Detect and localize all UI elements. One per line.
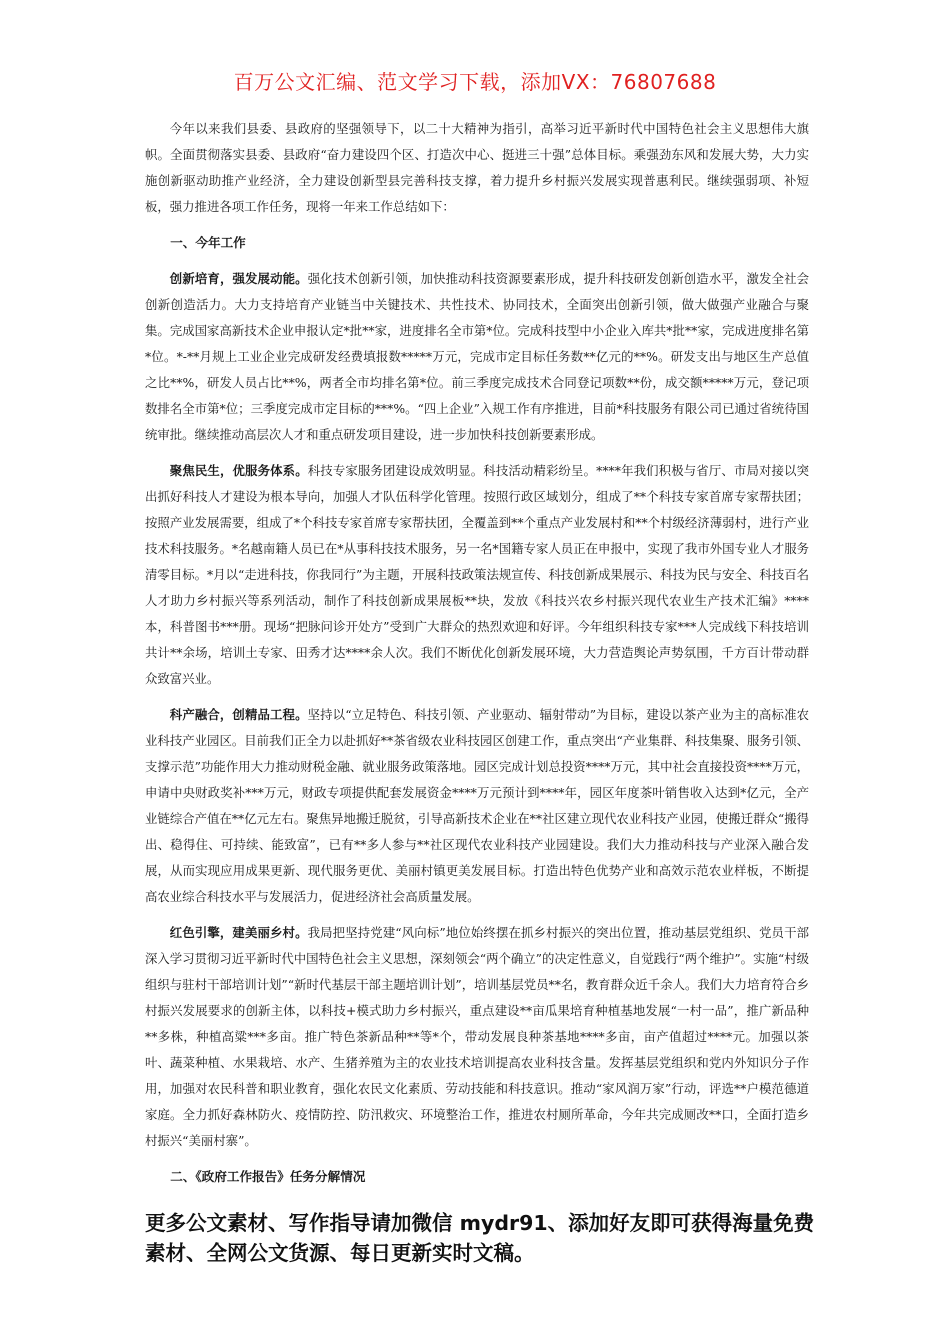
section-heading-2: 二、《政府工作报告》任务分解情况 <box>170 1169 366 1184</box>
paragraph-lead: 红色引擎，建美丽乡村。 <box>169 925 308 940</box>
body-paragraph <box>145 702 809 910</box>
paragraph-lead: 创新培育，强发展动能。 <box>169 271 308 286</box>
promo-banner: 百万公文汇编、范文学习下载，添加VX：76807688 <box>233 70 717 94</box>
body-paragraph <box>145 920 809 1154</box>
paragraph-lead: 聚焦民生，优服务体系。 <box>169 463 308 478</box>
paragraph-lead: 科产融合，创精品工程。 <box>169 707 308 722</box>
paragraph-text: 坚持以“立足特色、科技引领、产业驱动、辐射带动”为目标，建设以茶产业为主的高标准农业科技产业园区。目前我们正全力以赴抓好**茶省级农业科技园区创建工作，重点突出“产业集群、科技集聚、服务引领、支撑示范”功能作用大力推动财税金融、就业服务政策落地。园区完成计划总投资****万元，其中社会直接投资****万元，申请中央财政奖补***万元，财政专项提供配套发展资金****万元预计到****年，园区年度茶叶销售收入达到*亿元，全产业链综合产值在**亿元左右。聚焦异地搬迁脱贫，引导高新技术企业在**社区建立现代农业科技产业园，使搬迁群众“搬得出、稳得住、可持续、能致富”，已有**多人参与**社区现代农业科技产业园建设。我们大力推动科技与产业深入融合发展，从而实现应用成果更新、现代服务更优、美丽村镇更美发展目标。打造出特色优势产业和高效示范农业样板，不断提高农业综合科技水平与发展活力，促进经济社会高质量发展。 <box>145 707 810 904</box>
paragraph-text: 我局把坚持党建“风向标”地位始终摆在抓乡村振兴的突出位置，推动基层党组织、党员干部深入学习贯彻习近平新时代中国特色社会主义思想，深刻领会“两个确立”的决定性意义，自觉践行“两个维护”。实施“村级组织与驻村干部培训计划”“新时代基层干部主题培训计划”，培训基层党员**名，教育群众近千余人。我们大力培育符合乡村振兴发展要求的创新主体，以科技+模式助力乡村振兴，重点建设**亩瓜果培育种植基地发展“一村一品”，推广新品种**多株，种植高粱***多亩。推广特色茶新品种**等*个，带动发展良种茶基地****多亩，亩产值超过****元。加强以茶叶、蔬菜种植、水果栽培、水产、生猪养殖为主的农业技术培训提高农业科技含量。发挥基层党组织和党内外知识分子作用，加强对农民科普和职业教育，强化农民文化素质、劳动技能和科技意识。推动“家风润万家”行动，评选**户模范德道家庭。全力抓好森林防火、疫情防控、防汛救灾、环境整治工作，推进农村厕所革命，今年共完成厕改**口，全面打造乡村振兴“美丽村寨”。 <box>145 925 810 1148</box>
paragraph-text: 强化技术创新引领，加快推动科技资源要素形成，提升科技研发创新创造水平，激发全社会创新创造活力。大力支持培育产业链当中关键技术、共性技术、协同技术，全面突出创新引领，做大做强产业融合与聚集。完成国家高新技术企业申报认定*批**家，进度排名全市第*位。完成科技型中小企业入库共*批**家，完成进度排名第*位。*-**月规上工业企业完成研发经费填报数*****万元，完成市定目标任务数**亿元的**%。研发支出与地区生产总值之比**%，研发人员占比**%，两者全市均排名第*位。前三季度完成技术合同登记项数**份，成交额*****万元，登记项数排名全市第*位；三季度完成市定目标的***%。“四上企业”入规工作有序推进，目前*科技服务有限公司已通过省统待国统审批。继续推动高层次人才和重点研发项目建设，进一步加快科技创新要素形成。 <box>145 271 810 442</box>
document-body <box>145 116 809 1200</box>
section-heading-1: 一、今年工作 <box>170 235 246 250</box>
promo-footer: 更多公文素材、写作指导请加微信 mydr91、添加好友即可获得海量免费素材、全网公文货源、每日更新实时文稿。 <box>145 1211 815 1265</box>
paragraph-text: 科技专家服务团建设成效明显。科技活动精彩纷呈。****年我们积极与省厅、市局对接以突出抓好科技人才建设为根本导向，加强人才队伍科学化管理。按照行政区域划分，组成了**个科技专家首席专家帮扶团；按照产业发展需要，组成了*个科技专家首席专家帮扶团，全覆盖到**个重点产业发展村和**个村级经济薄弱村，进行产业技术科技服务。*名越南籍人员已在*从事科技技术服务，另一名*国籍专家人员正在申报中，实现了我市外国专业人才服务清零目标。*月以“走进科技，你我同行”为主题，开展科技政策法规宣传、科技创新成果展示、科技为民与安全、科技百名人才助力乡村振兴等系列活动，制作了科技创新成果展板**块，发放《科技兴农乡村振兴现代农业生产技术汇编》****本，科普图书***册。现场“把脉问诊开处方”受到广大群众的热烈欢迎和好评。今年组织科技专家***人完成线下科技培训共计**余场，培训土专家、田秀才达****余人次。我们不断优化创新发展环境，大力营造舆论声势氛围，千方百计带动群众致富兴业。 <box>145 463 810 686</box>
body-paragraph <box>145 458 809 692</box>
intro-paragraph: 今年以来我们县委、县政府的坚强领导下，以二十大精神为指引，高举习近平新时代中国特色社会主义思想伟大旗帜。全面贯彻落实县委、县政府“奋力建设四个区、打造次中心、挺进三十强”总体目标。乘强劲东风和发展大势，大力实施创新驱动助推产业经济，全力建设创新型县完善科技支撑，着力提升乡村振兴发展实现普惠利民。继续强弱项、补短板，强力推进各项工作任务，现将一年来工作总结如下： <box>145 121 809 214</box>
body-paragraph <box>145 266 809 448</box>
